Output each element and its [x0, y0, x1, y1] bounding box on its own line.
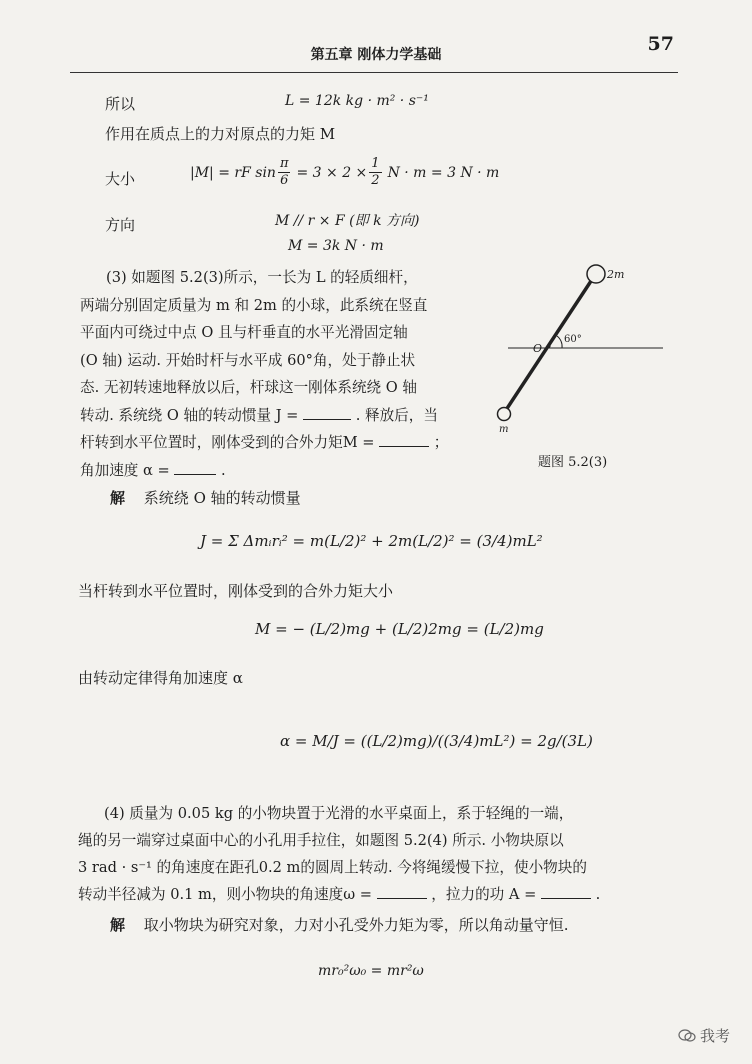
problem-line	[80, 429, 480, 457]
solution-4	[110, 914, 569, 935]
label-O: O	[533, 342, 543, 355]
problem-text: . 释放后，当	[355, 406, 438, 424]
torque-horizontal-text: 当杆转到水平位置时，刚体受到的合外力矩大小	[78, 582, 394, 600]
solution-text: 取小物块为研究对象，力对小孔受外力矩为零，所以角动量守恒.	[143, 916, 569, 934]
rotation-law-text: 由转动定律得角加速度 α	[78, 669, 243, 687]
answer-blank-omega[interactable]	[377, 886, 427, 899]
ball-m	[498, 408, 511, 421]
header-rule	[70, 72, 678, 73]
problem-3-text	[80, 264, 480, 484]
solution-label	[110, 487, 301, 508]
frac-den: 2	[371, 173, 380, 188]
equation-angular-acceleration: α = M/J = ((L/2)mg)/((3/4)mL²) = 2g/(3L)	[280, 732, 593, 750]
equation-torque-magnitude	[190, 156, 499, 189]
problem-text: ；	[433, 434, 449, 451]
equation-angular-momentum-conservation: mr₀²ω₀ = mr²ω	[318, 963, 424, 979]
jie-label: 解	[110, 916, 126, 934]
problem-line: 3 rad · s⁻¹ 的角速度在距孔0.2 m的圆周上转动. 今将绳缓慢下拉，使小物块的	[78, 859, 587, 876]
eq-part: N · m = 3 N · m	[387, 164, 500, 181]
solution-intro: 系统绕 O 轴的转动惯量	[143, 489, 301, 507]
equation-net-torque: M = − (L/2)mg + (L/2)2mg = (L/2)mg	[255, 620, 544, 638]
label-fangxiang: 方向	[105, 216, 136, 234]
problem-line: (O 轴) 运动. 开始时杆与水平成 60°角，处于静止状	[80, 351, 416, 369]
problem-line	[80, 457, 480, 485]
label-2m: 2m	[607, 268, 625, 281]
problem-line	[80, 402, 480, 430]
problem-text: 转动. 系统绕 O 轴的转动惯量 J =	[80, 406, 299, 424]
problem-line: 态. 无初转速地释放以后，杆球这一刚体系统绕 O 轴	[80, 379, 417, 396]
problem-text: 转动半径减为 0.1 m，则小物块的角速度ω =	[78, 886, 372, 903]
chat-bubble-icon	[678, 1029, 696, 1043]
eq-part: |M| = rF sin	[190, 164, 276, 181]
pivot-point	[547, 344, 550, 347]
answer-blank-J[interactable]	[303, 407, 351, 420]
equation-angular-momentum: L = 12k kg · m² · s⁻¹	[285, 93, 429, 109]
watermark-text: 我考	[699, 1027, 730, 1045]
fraction-pi-6	[278, 156, 291, 189]
problem-text: 杆转到水平位置时，刚体受到的合外力矩M =	[80, 434, 375, 451]
problem-line: 两端分别固定质量为 m 和 2m 的小球，此系统在竖直	[80, 296, 428, 314]
eq-part: = 3 × 2 ×	[296, 164, 368, 181]
chapter-title: 第五章 刚体力学基础	[310, 47, 442, 63]
torque-intro-text: 作用在质点上的力对原点的力矩 M	[105, 125, 336, 143]
frac-den: 6	[280, 173, 289, 188]
problem-text: 角加速度 α =	[80, 461, 170, 479]
problem-4-text	[78, 800, 678, 908]
angle-arc	[557, 336, 562, 348]
label-m: m	[499, 424, 509, 435]
frac-num: π	[279, 156, 289, 171]
problem-line: 平面内可绕过中点 O 且与杆垂直的水平光滑固定轴	[80, 324, 408, 341]
equation-torque-direction: M // r × F (即 k 方向)	[275, 213, 420, 229]
figure-caption: 题图 5.2(3)	[538, 455, 608, 470]
problem-text: ，拉力的功 A =	[431, 886, 537, 903]
answer-blank-alpha[interactable]	[174, 462, 216, 475]
problem-line: 绳的另一端穿过桌面中心的小孔用手拉住，如题图 5.2(4) 所示. 小物块原以	[78, 832, 564, 849]
label-daxiao: 大小	[105, 170, 136, 188]
problem-text: .	[221, 461, 226, 479]
rod-figure	[488, 258, 668, 438]
problem-line: (3) 如题图 5.2(3)所示，一长为 L 的轻质细杆，	[106, 269, 418, 286]
jie-label: 解	[110, 489, 126, 507]
problem-line	[78, 881, 678, 908]
label-angle: 60°	[564, 334, 582, 345]
page-number: 57	[647, 33, 674, 55]
equation-torque-vector: M = 3k N · m	[288, 238, 384, 254]
answer-blank-work[interactable]	[541, 886, 591, 899]
watermark	[678, 1025, 730, 1046]
fraction-1-2	[369, 156, 381, 189]
frac-num: 1	[371, 156, 380, 171]
ball-2m	[587, 265, 605, 283]
answer-blank-M[interactable]	[379, 434, 429, 447]
problem-line: (4) 质量为 0.05 kg 的小物块置于光滑的水平桌面上，系于轻绳的一端，	[104, 805, 574, 822]
equation-moment-of-inertia: J = Σ Δmᵢrᵢ² = m(L/2)² + 2m(L/2)² = (3/4)mL²	[200, 532, 543, 550]
label-suoyi: 所以	[105, 95, 136, 113]
problem-text: .	[595, 886, 601, 903]
